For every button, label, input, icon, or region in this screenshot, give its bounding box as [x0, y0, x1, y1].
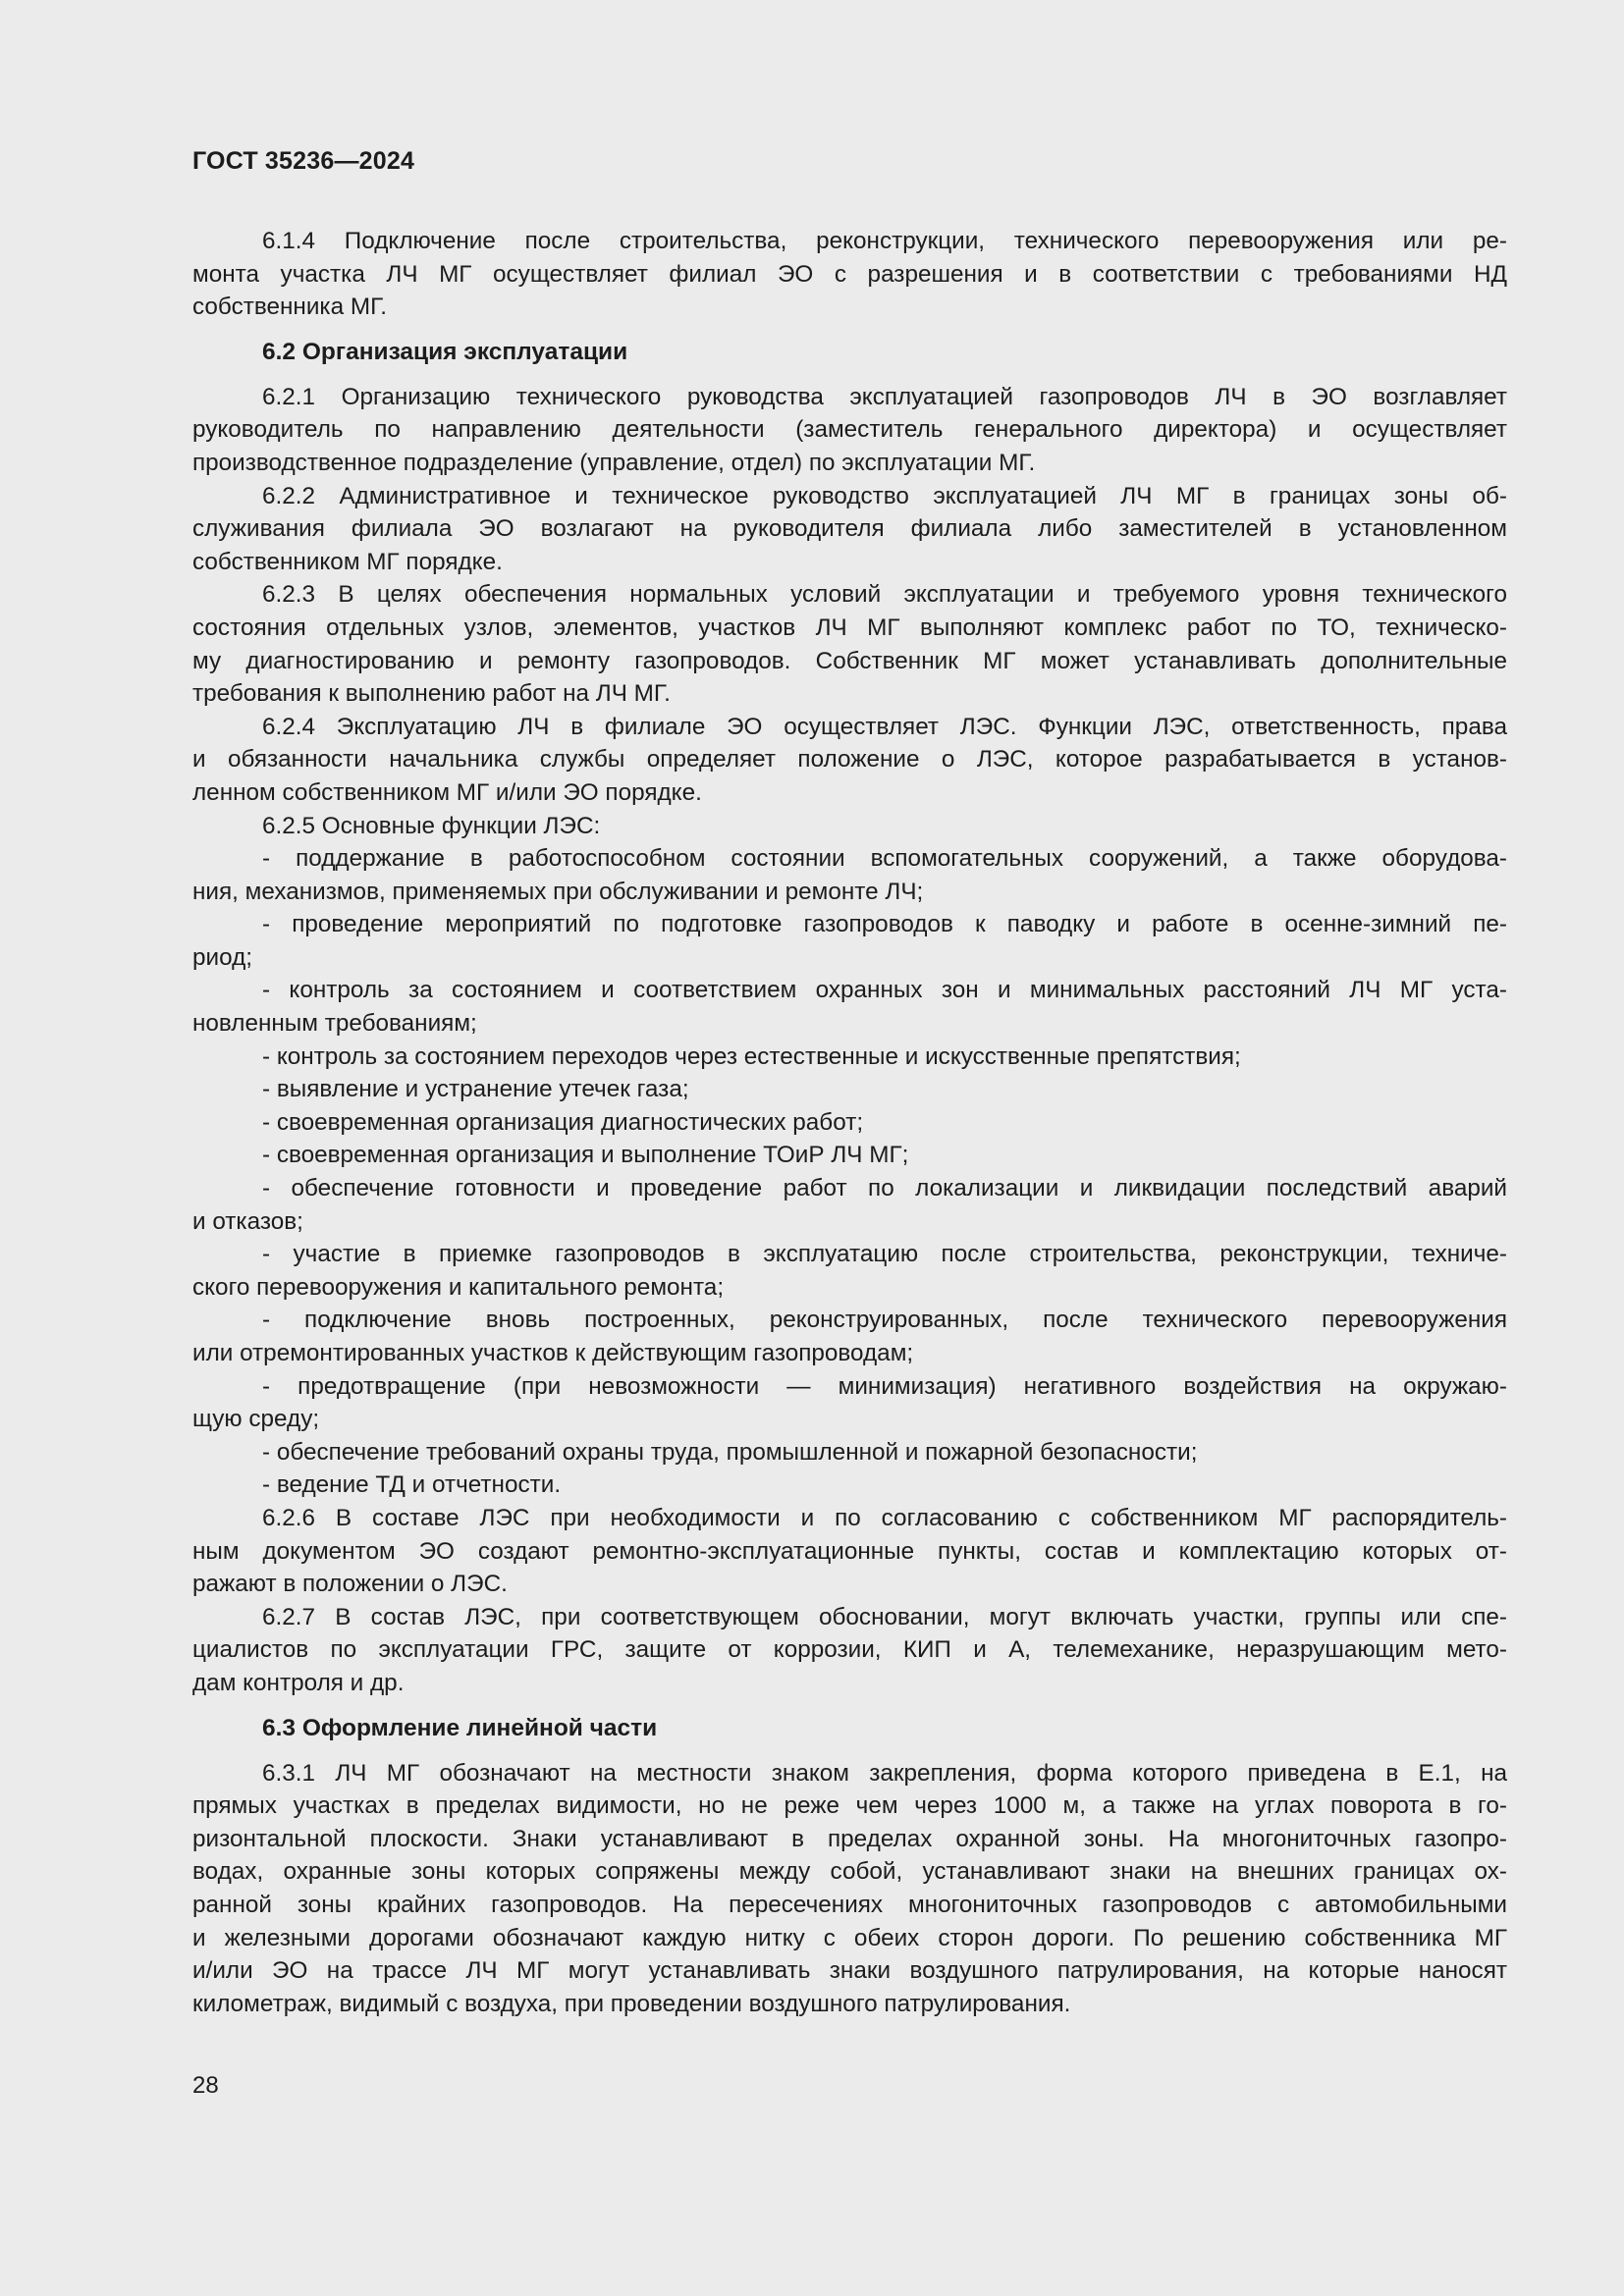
paragraph-6-2-3 — [192, 578, 1507, 710]
paragraph-line: 6.1.4 Подключение после строительства, реконструкции, технического перевооружения или ре- — [262, 228, 1507, 254]
paragraph-line: и/или ЭО на трассе ЛЧ МГ могут устанавливать знаки воздушного патрулирования, на которые наносят — [192, 1957, 1507, 1985]
paragraph-line: ранной зоны крайних газопроводов. На пересечениях многониточных газопроводов с автомобильными — [192, 1891, 1507, 1918]
list-item: - контроль за состоянием переходов через естественные и искусственные препятствия; — [262, 1042, 1241, 1070]
list-item: - выявление и устранение утечек газа; — [262, 1076, 689, 1103]
list-item: - поддержание в работоспособном состоянии вспомогательных сооружений, а также оборудова- — [262, 845, 1507, 873]
list-item: - участие в приемке газопроводов в эксплуатацию после строительства, реконструкции, техниче- — [262, 1241, 1507, 1268]
paragraph-line: 6.2.2 Административное и техническое руководство эксплуатацией ЛЧ МГ в границах зоны об- — [262, 482, 1507, 509]
paragraph-line: ризонтальной плоскости. Знаки устанавливают в пределах охранной зоны. На многониточных газопро- — [192, 1825, 1507, 1852]
list-item-continuation: и отказов; — [192, 1207, 303, 1235]
paragraph-6-2-5 — [192, 810, 1507, 1502]
paragraph-line: водах, охранные зоны которых сопряжены между собой, устанавливают знаки на внешних границах ох- — [192, 1858, 1507, 1886]
paragraph-6-2-4 — [192, 711, 1507, 810]
paragraph-line: ражают в положении о ЛЭС. — [192, 1571, 508, 1598]
paragraph-line: ленном собственником МГ и/или ЭО порядке. — [192, 778, 702, 806]
paragraph-6-2-6 — [192, 1502, 1507, 1601]
paragraph-6-2-7 — [192, 1601, 1507, 1700]
paragraph-line: собственника МГ. — [192, 294, 388, 321]
paragraph-line: циалистов по эксплуатации ГРС, защите от коррозии, КИП и А, телемеханике, неразрушающим мето- — [192, 1636, 1507, 1664]
paragraph-6-1-4 — [192, 225, 1507, 324]
paragraph-line: 6.2.6 В составе ЛЭС при необходимости и по согласованию с собственником МГ распорядитель- — [262, 1504, 1507, 1531]
paragraph-6-3-1 — [192, 1757, 1507, 2021]
list-item-continuation: риод; — [192, 943, 252, 971]
list-item-continuation: щую среду; — [192, 1406, 320, 1433]
paragraph-line: требования к выполнению работ на ЛЧ МГ. — [192, 680, 671, 708]
paragraph-line: собственником МГ порядке. — [192, 548, 503, 575]
paragraph-line: монта участка ЛЧ МГ осуществляет филиал ЭО с разрешения и в соответствии с требованиями НД — [192, 260, 1507, 288]
list-item-continuation: ского перевооружения и капитального ремонта; — [192, 1273, 725, 1301]
paragraph-line: 6.2.1 Организацию технического руководства эксплуатацией газопроводов ЛЧ в ЭО возглавляет — [262, 383, 1507, 410]
paragraph-line: состояния отдельных узлов, элементов, участков ЛЧ МГ выполняют комплекс работ по ТО, техническо- — [192, 614, 1507, 641]
paragraph-line: километраж, видимый с воздуха, при проведении воздушного патрулирования. — [192, 1990, 1071, 2017]
paragraph-line: 6.2.7 В состав ЛЭС, при соответствующем обосновании, могут включать участки, группы или спе- — [262, 1603, 1507, 1630]
list-item: - контроль за состоянием и соответствием охранных зон и минимальных расстояний ЛЧ МГ уста- — [262, 977, 1507, 1004]
paragraph-line: 6.2.5 Основные функции ЛЭС: — [262, 812, 601, 839]
paragraph-6-2-2 — [192, 480, 1507, 579]
list-item: - подключение вновь построенных, реконструированных, после технического перевооружения — [262, 1307, 1507, 1334]
list-item-continuation: ния, механизмов, применяемых при обслуживании и ремонте ЛЧ; — [192, 878, 924, 905]
list-item: - своевременная организация диагностических работ; — [262, 1108, 864, 1136]
paragraph-line: дам контроля и др. — [192, 1669, 405, 1696]
paragraph-line: руководитель по направлению деятельности (заместитель генерального директора) и осуществляет — [192, 416, 1507, 444]
section-heading-6-2: 6.2 Организация эксплуатации — [262, 338, 628, 365]
list-item: - ведение ТД и отчетности. — [262, 1471, 562, 1499]
paragraph-line: и железными дорогами обозначают каждую нитку с обеих сторон дороги. По решению собственника МГ — [192, 1924, 1507, 1951]
list-item: - своевременная организация и выполнение ТОиР ЛЧ МГ; — [262, 1142, 909, 1169]
list-item: - обеспечение требований охраны труда, промышленной и пожарной безопасности; — [262, 1438, 1198, 1466]
page-number: 28 — [192, 2072, 219, 2099]
list-item-continuation: новленным требованиям; — [192, 1010, 477, 1038]
paragraph-line: 6.2.3 В целях обеспечения нормальных условий эксплуатации и требуемого уровня технического — [262, 581, 1507, 609]
paragraph-line: служивания филиала ЭО возлагают на руководителя филиала либо заместителей в установленном — [192, 515, 1507, 543]
paragraph-line: прямых участках в пределах видимости, но не реже чем через 1000 м, а также на углах поворота в го- — [192, 1792, 1507, 1820]
paragraph-6-2-1 — [192, 381, 1507, 480]
section-heading-6-3: 6.3 Оформление линейной части — [262, 1714, 658, 1741]
paragraph-line: 6.2.4 Эксплуатацию ЛЧ в филиале ЭО осуществляет ЛЭС. Функции ЛЭС, ответственность, права — [262, 713, 1507, 740]
paragraph-line: производственное подразделение (управление, отдел) по эксплуатации МГ. — [192, 449, 1036, 476]
list-item: - предотвращение (при невозможности — минимизация) негативного воздействия на окружаю- — [262, 1372, 1507, 1400]
document-body — [192, 225, 1507, 2020]
list-item-continuation: или отремонтированных участков к действующим газопроводам; — [192, 1340, 914, 1366]
paragraph-line: ным документом ЭО создают ремонтно-эксплуатационные пункты, состав и комплектацию которых от- — [192, 1537, 1507, 1565]
paragraph-line: му диагностированию и ремонту газопроводов. Собственник МГ может устанавливать дополнительные — [192, 647, 1507, 674]
list-item: - обеспечение готовности и проведение работ по локализации и ликвидации последствий аварий — [262, 1175, 1507, 1202]
paragraph-line: 6.3.1 ЛЧ МГ обозначают на местности знаком закрепления, форма которого приведена в Е.1, на — [262, 1759, 1507, 1787]
list-item: - проведение мероприятий по подготовке газопроводов к паводку и работе в осенне-зимний пе- — [262, 911, 1507, 938]
paragraph-line: и обязанности начальника службы определяет положение о ЛЭС, которое разрабатывается в установ- — [192, 746, 1507, 774]
document-code-header: ГОСТ 35236—2024 — [192, 147, 415, 175]
